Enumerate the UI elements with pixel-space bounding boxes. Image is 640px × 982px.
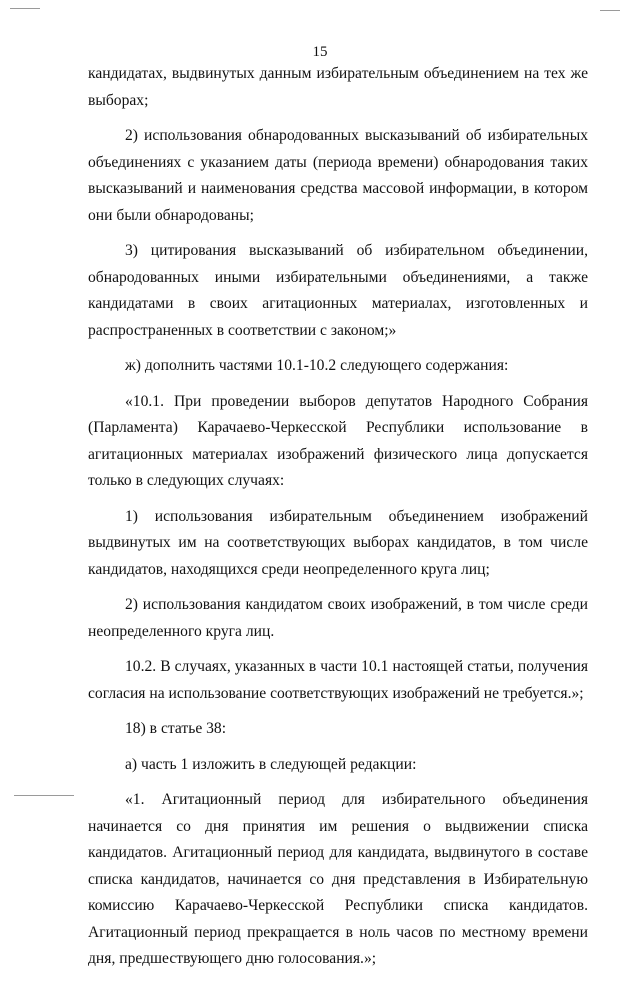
paragraph-amendment-zh: ж) дополнить частями 10.1-10.2 следующего содержания: (125, 357, 509, 374)
paragraph-continuation: кандидатах, выдвинутых данным избирательным объединением на тех же выборах; (88, 65, 588, 109)
paragraph-subitem-a: а) часть 1 изложить в следующей редакции: (125, 755, 417, 773)
paragraph-case-2: 2) использования кандидатом своих изображений, в том числе среди неопределенного круга лиц. (88, 596, 588, 640)
paragraph-part-10-2: 10.2. В случаях, указанных в части 10.1 настоящей статьи, получения согласия на использование соответствующих изображений не требуется.»; (88, 658, 588, 702)
paragraph-item-18: 18) в статье 38: (125, 720, 227, 737)
paragraph-case-1: 1) использования избирательным объединением изображений выдвинутых им на соответствующих выборах кандидатов, в том числе кандидатов, находящихся среди неопределенного круга лиц; (88, 507, 588, 578)
scan-speck (600, 10, 620, 11)
document-body (88, 61, 588, 982)
paragraph-part-1-text: «1. Агитационный период для избирательного объединения начинается со дня принятия им решения о выдвижении списка кандидатов. Агитационный период для кандидата, выдвинутого в составе списка кандидатов, начинается со дня представления в Избирательную комиссию Карачаево-Черкесской Республики списка кандидатов. Агитационный период прекращается в ноль часов по местному времени дня, предшествующего дню голосования.»; (88, 791, 588, 967)
scan-speck (10, 8, 40, 9)
page-number: 15 (312, 44, 328, 60)
scan-speck (14, 795, 74, 796)
paragraph-item-2: 2) использования обнародованных высказываний об избирательных объединениях с указанием даты (периода времени) обнародования таких высказываний и наименования средства массовой информации, в котором они были обнародованы; (88, 127, 588, 224)
paragraph-item-3: 3) цитирования высказываний об избирательном объединении, обнародованных иными избирательными объединениями, а также кандидатами в своих агитационных материалах, изготовленных и распространенных в соответствии с законом;» (88, 242, 588, 339)
paragraph-part-10-1: «10.1. При проведении выборов депутатов Народного Собрания (Парламента) Карачаево-Черкесской Республики использование в агитационных материалах изображений физического лица допускается только в следующих случаях: (88, 392, 588, 489)
